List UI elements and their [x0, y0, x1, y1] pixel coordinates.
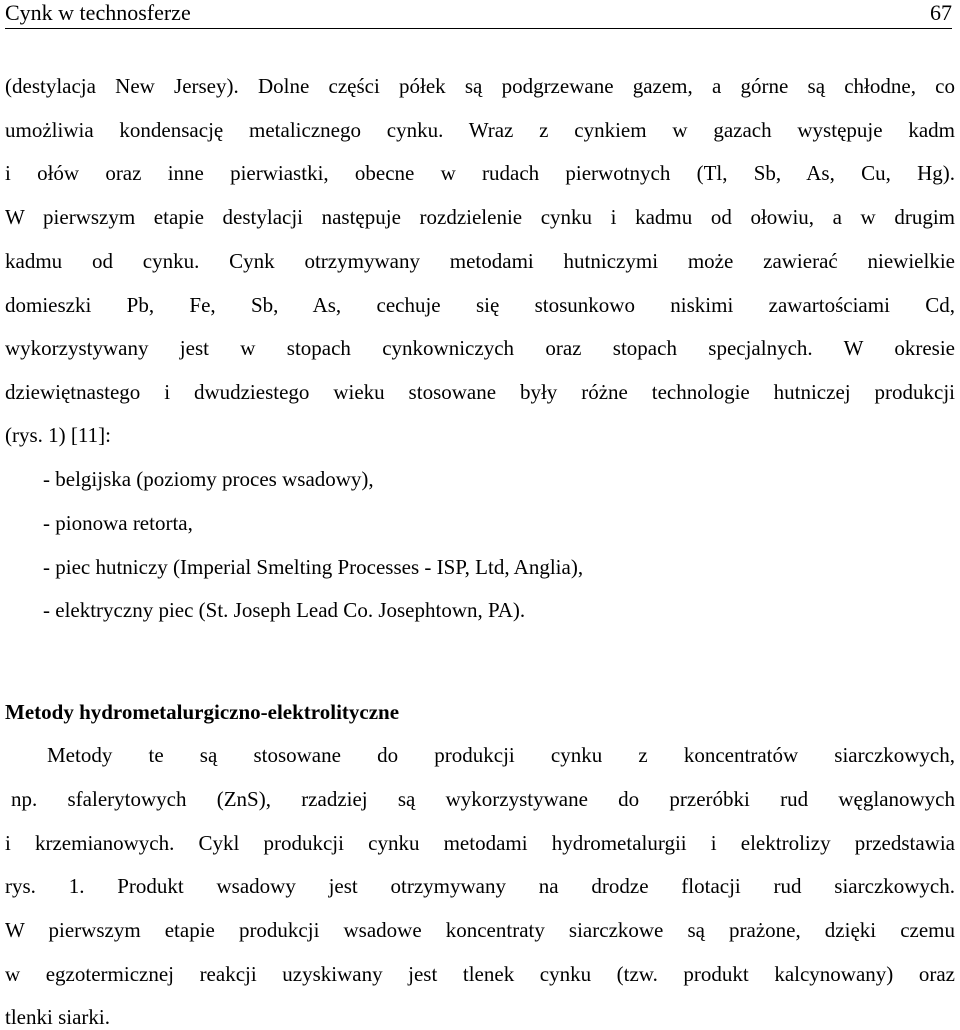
page-header	[5, 0, 952, 29]
list-item: - belgijska (poziomy proces wsadowy),	[43, 467, 374, 491]
list-item: - elektryczny piec (St. Joseph Lead Co. Josephtown, PA).	[43, 598, 526, 622]
paragraph-line: (rys. 1) [11]:	[5, 423, 111, 447]
paragraph-line: rys. 1. Produkt wsadowy jest otrzymywany na drodze flotacji rud siarczkowych.	[5, 874, 955, 898]
paragraph-line: domieszki Pb, Fe, Sb, As, cechuje się stosunkowo niskimi zawartościami Cd,	[5, 293, 955, 317]
paragraph-line: i ołów oraz inne pierwiastki, obecne w rudach pierwotnych (Tl, Sb, As, Cu, Hg).	[5, 161, 955, 185]
paragraph-line: W pierwszym etapie produkcji wsadowe koncentraty siarczkowe są prażone, dzięki czemu	[5, 918, 955, 942]
paragraph-line: dziewiętnastego i dwudziestego wieku stosowane były różne technologie hutniczej produkcji	[5, 380, 955, 404]
paragraph-line: Metody te są stosowane do produkcji cynku z koncentratów siarczkowych,	[47, 743, 955, 767]
paragraph-line: i krzemianowych. Cykl produkcji cynku metodami hydrometalurgii i elektrolizy przedstawia	[5, 831, 955, 855]
paragraph-line: wykorzystywany jest w stopach cynkowniczych oraz stopach specjalnych. W okresie	[5, 336, 955, 360]
list-item: - piec hutniczy (Imperial Smelting Processes - ISP, Ltd, Anglia),	[43, 555, 584, 579]
paragraph-line: umożliwia kondensację metalicznego cynku. Wraz z cynkiem w gazach występuje kadm	[5, 118, 955, 142]
paragraph-line: W pierwszym etapie destylacji następuje rozdzielenie cynku i kadmu od ołowiu, a w drugim	[5, 205, 955, 229]
paragraph-line: kadmu od cynku. Cynk otrzymywany metodami hutniczymi może zawierać niewielkie	[5, 249, 955, 273]
page-number: 67	[930, 0, 952, 25]
paragraph-line: np. sfalerytowych (ZnS), rzadziej są wykorzystywane do przeróbki rud węglanowych	[11, 787, 955, 811]
paragraph-line: (destylacja New Jersey). Dolne części półek są podgrzewane gazem, a górne są chłodne, co	[5, 74, 955, 98]
paragraph-line: tlenki siarki.	[5, 1005, 110, 1029]
list-item: - pionowa retorta,	[43, 511, 193, 535]
paragraph-line: w egzotermicznej reakcji uzyskiwany jest tlenek cynku (tzw. produkt kalcynowany) oraz	[5, 962, 955, 986]
section-heading: Metody hydrometalurgiczno-elektrolityczne	[5, 700, 400, 724]
running-title: Cynk w technosferze	[5, 0, 191, 25]
